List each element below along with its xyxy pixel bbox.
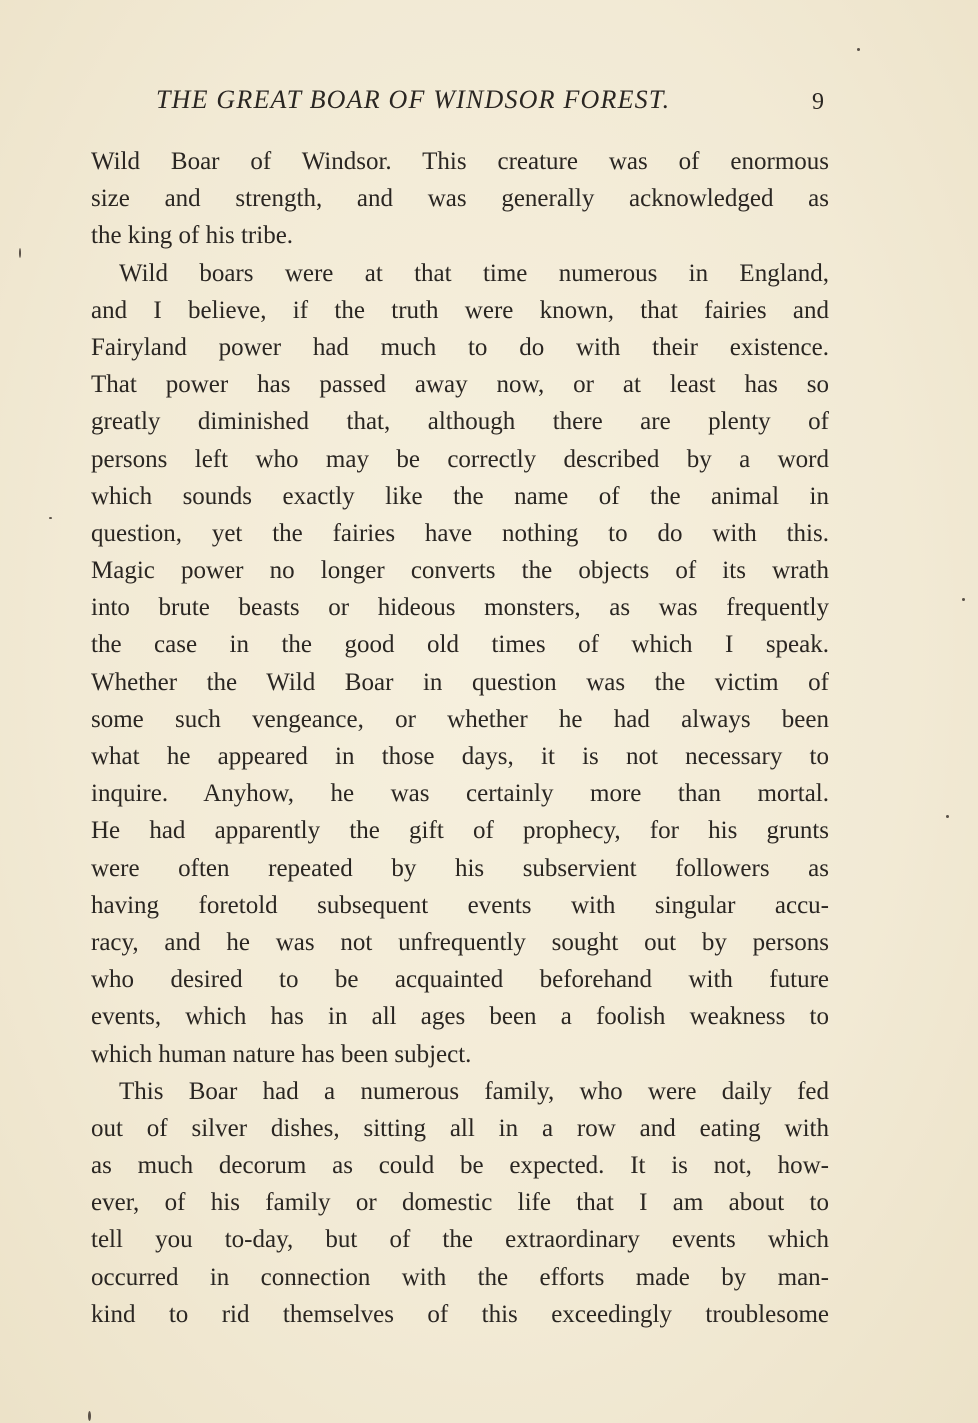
text-line: He had apparently the gift of prophecy, for his grunts [91, 817, 829, 845]
paper-speck [857, 48, 860, 51]
paper-speck [49, 517, 52, 519]
text-line: who desired to be acquainted beforehand with future [91, 966, 829, 994]
text-line: This Boar had a numerous family, who were daily fed [119, 1077, 829, 1105]
text-line: Wild boars were at that time numerous in England, [119, 259, 829, 287]
paper-speck [88, 1411, 91, 1421]
text-line: some such vengeance, or whether he had always been [91, 705, 829, 733]
running-title: THE GREAT BOAR OF WINDSOR FOREST. [156, 85, 671, 114]
text-line: tell you to-day, but of the extraordinary events which [91, 1226, 829, 1254]
text-line: and I believe, if the truth were known, that fairies and [91, 296, 829, 324]
text-line: That power has passed away now, or at least has so [91, 371, 829, 399]
text-line: out of silver dishes, sitting all in a row and eating with [91, 1114, 829, 1142]
text-line: inquire. Anyhow, he was certainly more than mortal. [91, 780, 829, 808]
text-line: size and strength, and was generally acknowledged as [91, 185, 829, 213]
text-line: as much decorum as could be expected. It is not, how- [91, 1152, 829, 1180]
body-text [91, 143, 829, 1333]
text-line: persons left who may be correctly described by a word [91, 445, 829, 473]
text-line: having foretold subsequent events with singular accu- [91, 891, 829, 919]
page-number: 9 [812, 89, 824, 115]
text-line: greatly diminished that, although there are plenty of [91, 408, 829, 436]
text-line: what he appeared in those days, it is not necessary to [91, 743, 829, 770]
paper-speck [946, 815, 949, 818]
text-line: Magic power no longer converts the objects of its wrath [91, 557, 829, 585]
text-line: which sounds exactly like the name of the animal in [91, 482, 829, 510]
text-line: Whether the Wild Boar in question was the victim of [91, 668, 829, 696]
text-line: into brute beasts or hideous monsters, as was frequently [91, 594, 829, 622]
text-line: the king of his tribe. [91, 222, 294, 250]
paper-speck [19, 248, 21, 258]
text-line: which human nature has been subject. [91, 1040, 472, 1068]
text-line: question, yet the fairies have nothing to do with this. [91, 519, 829, 547]
text-line: the case in the good old times of which I speak. [91, 631, 829, 659]
text-line: ever, of his family or domestic life that I am about to [91, 1189, 829, 1217]
text-line: Fairyland power had much to do with their existence. [91, 333, 829, 361]
text-line: kind to rid themselves of this exceedingly troublesome [91, 1300, 829, 1328]
text-line: occurred in connection with the efforts made by man- [91, 1263, 829, 1291]
text-line: racy, and he was not unfrequently sought out by persons [91, 928, 829, 956]
paper-speck [962, 598, 965, 601]
text-line: Wild Boar of Windsor. This creature was of enormous [91, 148, 829, 175]
text-line: events, which has in all ages been a foolish weakness to [91, 1003, 829, 1031]
running-head [90, 82, 830, 118]
text-line: were often repeated by his subservient followers as [91, 854, 829, 882]
